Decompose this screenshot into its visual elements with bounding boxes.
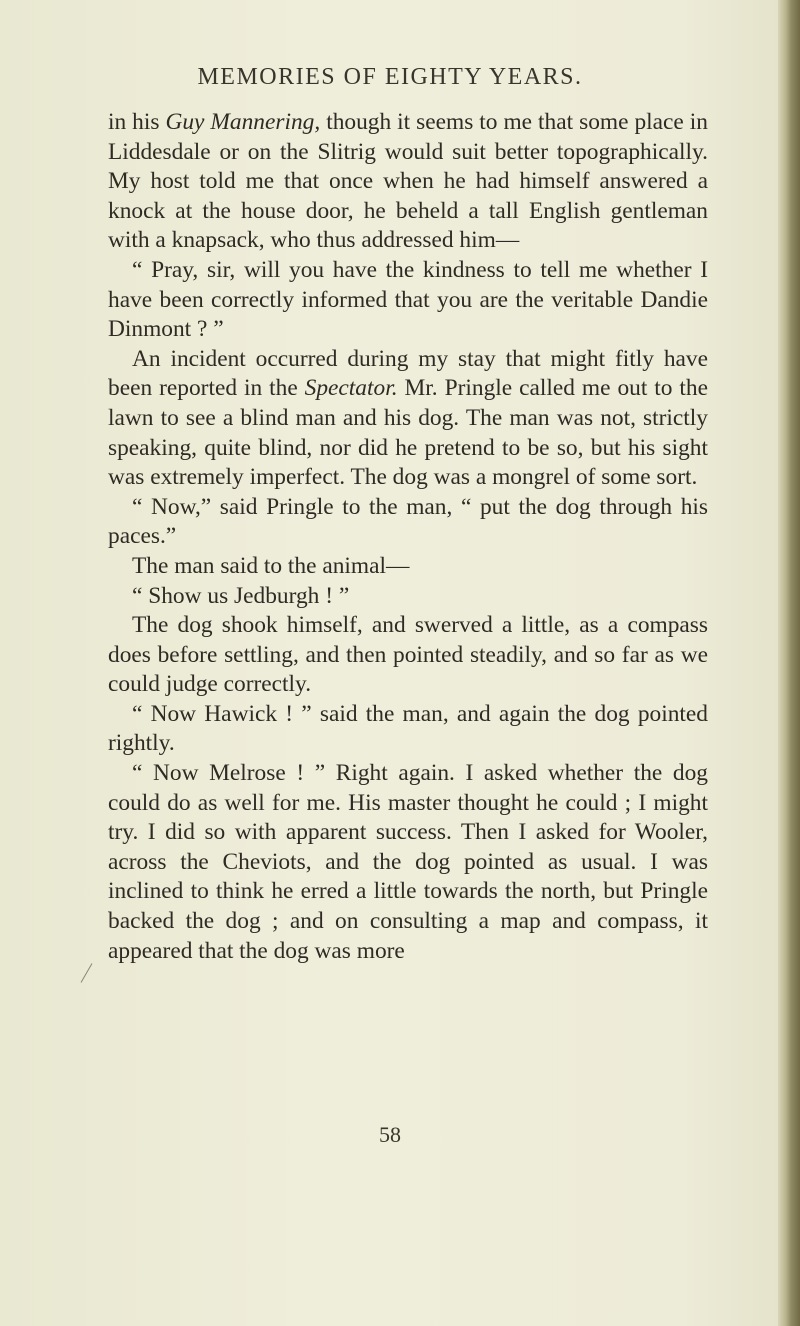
running-head: MEMORIES OF EIGHTY YEARS. xyxy=(197,64,583,90)
paragraph-1-text-a: in his xyxy=(108,109,166,135)
paragraph-6: “ Show us Jedburgh ! ” xyxy=(132,582,350,609)
paragraph-8: “ Now Hawick ! ” said the man, and again the dog pointed rightly. xyxy=(108,700,708,757)
paragraph-4: “ Now,” said Pringle to the man, “ put the dog through his paces.” xyxy=(108,493,708,550)
paragraph-3-text-a: An incident occurred during my stay that might fitly have been reported in the xyxy=(108,345,708,402)
paragraph-5: The man said to the animal— xyxy=(132,552,410,579)
pencil-margin-mark xyxy=(81,963,93,983)
page-number: 58 xyxy=(379,1122,401,1147)
paragraph-1-text-b: though it seems to me that some place in Liddesdale or on the Slitrig would suit better topographically. My host told me that once when he had himself answered a knock at the house door, he beheld a tall English gentleman with a knapsack, who thus addressed him— xyxy=(108,109,708,254)
paragraph-9: “ Now Melrose ! ” Right again. I asked whether the dog could do as well for me. His master thought he could ; I might try. I did so with apparent success. Then I asked for Wooler, across the Cheviots, and the dog pointed as usual. I was inclined to think he erred a little towards the north, but Pringle backed the dog ; and on consulting a map and compass, it appeared that the dog was more xyxy=(108,760,708,964)
paragraph-3 xyxy=(108,345,708,493)
publication-title-spectator: Spectator. xyxy=(304,375,398,402)
book-title-guy-mannering: Guy Mannering, xyxy=(165,109,321,135)
page-edge-shadow xyxy=(778,0,800,1326)
body-text xyxy=(108,108,708,966)
paragraph-7: The dog shook himself, and swerved a little, as a compass does before settling, and then pointed steadily, and so far as we could judge correctly. xyxy=(108,612,708,698)
paragraph-1 xyxy=(108,108,708,256)
paragraph-3-text-b: Mr. Pringle called me out to the lawn to see a blind man and his dog. The man was not, strictly speaking, quite blind, nor did he pretend to be so, but his sight was extremely imperfect. The dog was a mongrel of some sort. xyxy=(108,375,708,491)
paragraph-2: “ Pray, sir, will you have the kindness to tell me whether I have been correctly informed that you are the veritable Dandie Dinmont ? ” xyxy=(108,256,708,343)
